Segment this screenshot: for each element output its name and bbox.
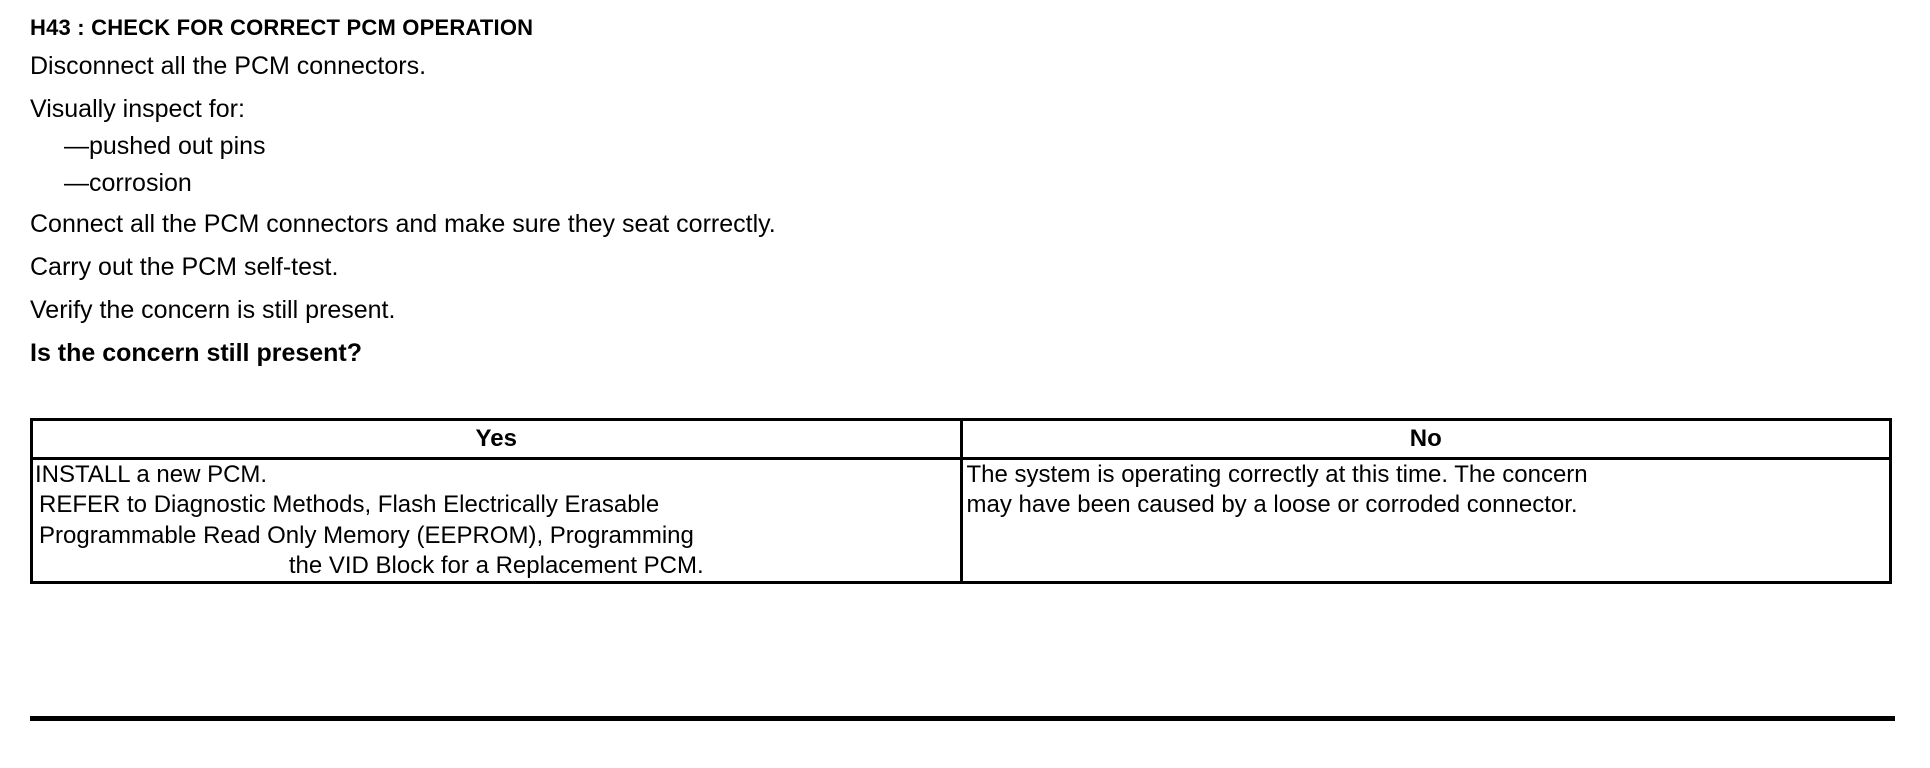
yes-line: INSTALL a new PCM.	[35, 461, 268, 489]
no-line: The system is operating correctly at this time. The concern	[966, 461, 1588, 489]
step-question: Is the concern still present?	[30, 339, 363, 368]
table-header-row	[32, 420, 1891, 459]
yes-line: REFER to Diagnostic Methods, Flash Electrically Erasable	[39, 491, 660, 519]
yes-line: the VID Block for a Replacement PCM.	[288, 551, 704, 579]
cell-yes-action	[32, 459, 962, 583]
no-line: may have been caused by a loose or corroded connector.	[966, 491, 1578, 519]
yes-line: Programmable Read Only Memory (EEPROM), Programming	[39, 521, 694, 549]
decision-table-wrapper	[0, 418, 1930, 584]
inspect-list	[30, 134, 1900, 196]
column-header-yes: Yes	[32, 420, 962, 459]
instruction-line: Visually inspect for:	[30, 95, 245, 124]
bottom-divider	[30, 716, 1895, 721]
instruction-line: Verify the concern is still present.	[30, 296, 396, 325]
instruction-line: Carry out the PCM self-test.	[30, 253, 339, 282]
cell-no-action	[961, 459, 1891, 583]
instruction-line: Disconnect all the PCM connectors.	[30, 52, 427, 81]
list-item: —pushed out pins	[64, 132, 266, 161]
column-header-no: No	[961, 420, 1891, 459]
table-row	[32, 459, 1891, 583]
decision-table	[30, 418, 1892, 584]
list-item: —corrosion	[64, 169, 192, 198]
diagnostic-step	[0, 0, 1930, 366]
step-title: H43 : CHECK FOR CORRECT PCM OPERATION	[30, 15, 534, 40]
instruction-line: Connect all the PCM connectors and make sure they seat correctly.	[30, 210, 776, 239]
